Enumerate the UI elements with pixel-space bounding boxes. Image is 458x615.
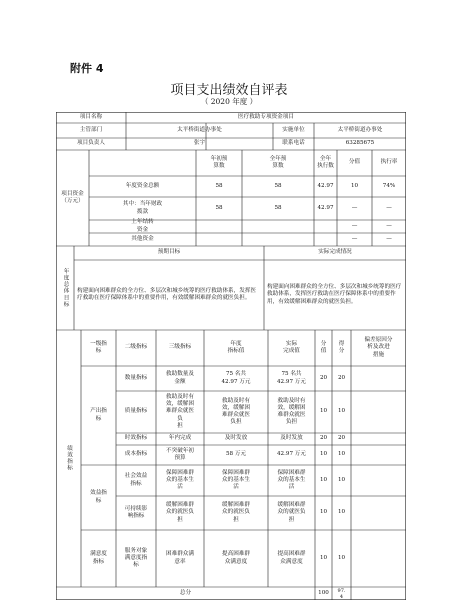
- phone-label: 联系电话: [282, 140, 305, 147]
- level2-social: 社会效益 指标: [124, 473, 148, 487]
- ind-score: 20: [319, 435, 328, 442]
- ind-target: 75 名共 42.97 万元: [221, 371, 251, 385]
- ind-points: 10: [337, 554, 346, 561]
- ind-actual: 及时发放: [280, 435, 303, 442]
- fund-row-rate: —: [351, 222, 358, 229]
- ind-target: 提高困难群 众满意度: [222, 551, 250, 565]
- fund-row-rate: 74%: [382, 182, 396, 189]
- goals-expected-header: 预期目标: [157, 249, 181, 256]
- goals-actual-text: 构建面向困难群众的全方位、多层次和城乡统筹的医疗救助体系，发挥医疗救助在医疗保障体系中的重要作用，有效缓解困难群众的就医负担。: [267, 284, 402, 305]
- ind-header-actual: 实际 完成值: [283, 340, 300, 354]
- funds-header-rate: 执行率: [380, 159, 398, 166]
- level2-quantity: 数量指标: [124, 374, 148, 381]
- ind-points: 20: [337, 435, 346, 442]
- ind-actual: 救助及时有 效，缓解困 难群众就医 负担: [277, 397, 306, 426]
- fund-row-rate: —: [351, 235, 358, 242]
- fund-row-label: 其中：当年财政 拨款: [122, 201, 163, 215]
- project-name-label: 项目名称: [79, 113, 103, 120]
- ind-header-points: 得 分: [338, 340, 345, 354]
- fund-row-rate: —: [351, 204, 358, 211]
- total-score: 100: [318, 589, 329, 596]
- funds-header-initial: 年初预 算数: [210, 155, 228, 169]
- ind-actual: 保障困难群 众的基本生 活: [277, 469, 306, 491]
- total-points: 97. 4: [337, 587, 346, 600]
- ind-header-deviation: 偏差原因分 析及改进 措施: [364, 337, 393, 358]
- ind-target: 缓解困难群 众的就医负 担: [222, 502, 250, 523]
- funds-header-executed: 全年 执行数: [317, 155, 334, 169]
- total-label: 总分: [179, 589, 192, 596]
- impl-unit-label: 实施单位: [282, 126, 305, 133]
- ind-target: 保障困难群 众的基本生 活: [222, 469, 250, 491]
- ind-score: 10: [319, 509, 328, 516]
- funds-section-label: 项目资金 （万元）: [61, 190, 84, 204]
- project-name-value: 医疗救助专项资金项目: [238, 113, 294, 120]
- ind-target: 救助及时有 效，缓解困 难群众就医 负担: [222, 397, 250, 426]
- ind-level3: 救助及时有 效，缓解困 难群众就医 负 担: [166, 393, 194, 429]
- ind-header-level1: 一级指 标: [90, 340, 107, 354]
- attachment-label: 附件 4: [70, 62, 104, 75]
- level1-satisfaction: 满意度 指标: [90, 551, 107, 565]
- dept-value: 太平桥街道办事处: [177, 126, 222, 133]
- fund-row-points: —: [386, 222, 392, 229]
- evaluation-table: [56, 112, 406, 600]
- level2-sustainable: 可持续影 响指标: [124, 505, 148, 519]
- leader-label: 项目负责人: [77, 140, 105, 147]
- level2-service-satisfaction: 服务对象 满意度指 标: [124, 547, 148, 569]
- indicators-section-label: 绩效指标: [66, 445, 73, 472]
- ind-header-score: 分 值: [320, 340, 327, 354]
- fund-row-label: 上年结转 资金: [131, 219, 154, 233]
- ind-score: 10: [319, 554, 328, 561]
- goals-expected-text: 构建面向困难群众的全方位、多层次和城乡统筹的医疗救助体系，发挥医疗救助在医疗保障体系中的重要作用，有效缓解困难群众的就医负担。: [77, 287, 257, 301]
- ind-target: 58 万元: [225, 451, 247, 458]
- dept-label: 主管部门: [79, 126, 103, 133]
- ind-score: 10: [319, 451, 328, 458]
- fund-row-initial: 58: [215, 182, 223, 189]
- ind-actual: 提高困难群 众满意度: [277, 551, 306, 565]
- fund-row-score: 10: [350, 182, 359, 189]
- page-title: 项目支出绩效自评表: [170, 83, 288, 98]
- level1-output: 产出指 标: [90, 408, 107, 422]
- ind-level3: 年内完成: [168, 435, 192, 442]
- level2-timeliness: 时效指标: [124, 435, 148, 442]
- level2-quality: 质量指标: [124, 408, 148, 415]
- goals-section-label: 年度总体目标: [62, 268, 69, 308]
- ind-level3: 保障困难群 众的基本生 活: [166, 469, 194, 491]
- fund-row-initial: 58: [215, 204, 223, 211]
- ind-actual: 42.97 万元: [277, 451, 306, 458]
- fund-row-executed: 42.97: [317, 204, 334, 211]
- phone-value: 63285675: [345, 140, 375, 147]
- ind-level3: 不突破年初 预算: [166, 447, 194, 461]
- fund-row-annual: 58: [274, 182, 282, 189]
- ind-score: 10: [319, 476, 328, 483]
- ind-level3: 缓解困难群 众的就医负 担: [166, 502, 194, 523]
- fund-row-points: —: [386, 204, 392, 211]
- fund-row-label: 年度资金总额: [125, 182, 160, 189]
- ind-points: 10: [337, 476, 346, 483]
- goals-actual-header: 实际完成情况: [318, 249, 352, 256]
- ind-points: 10: [337, 408, 346, 415]
- fund-row-executed: 42.97: [317, 182, 334, 189]
- level1-benefit: 效益指 标: [90, 490, 107, 504]
- funds-header-score: 分值: [348, 159, 361, 166]
- leader-value: 张宇: [193, 140, 206, 147]
- fund-row-annual: 58: [274, 204, 282, 211]
- funds-header-annual: 全年预 算数: [269, 155, 287, 169]
- ind-actual: 75 名共 42.97 万元: [277, 371, 306, 385]
- ind-points: 10: [337, 451, 346, 458]
- ind-header-level3: 三级指标: [168, 344, 192, 351]
- ind-score: 10: [319, 408, 328, 415]
- level2-cost: 成本指标: [124, 451, 148, 458]
- ind-points: 20: [337, 374, 346, 381]
- ind-level3: 救助数量及 金额: [166, 371, 194, 385]
- report-year: （ 2020 年度 ）: [200, 97, 258, 106]
- ind-header-level2: 二级指标: [124, 344, 148, 351]
- ind-actual: 缓解困难群 众的就医负 担: [277, 502, 306, 523]
- fund-row-label: 其他资金: [131, 235, 154, 242]
- ind-header-target: 年度 指标值: [227, 340, 245, 354]
- ind-target: 及时发放: [224, 435, 248, 442]
- ind-points: 10: [337, 509, 346, 516]
- fund-row-points: —: [386, 235, 392, 242]
- ind-level3: 困难群众满 意率: [166, 551, 194, 565]
- impl-unit-value: 太平桥街道办事处: [337, 126, 383, 133]
- ind-score: 20: [319, 374, 328, 381]
